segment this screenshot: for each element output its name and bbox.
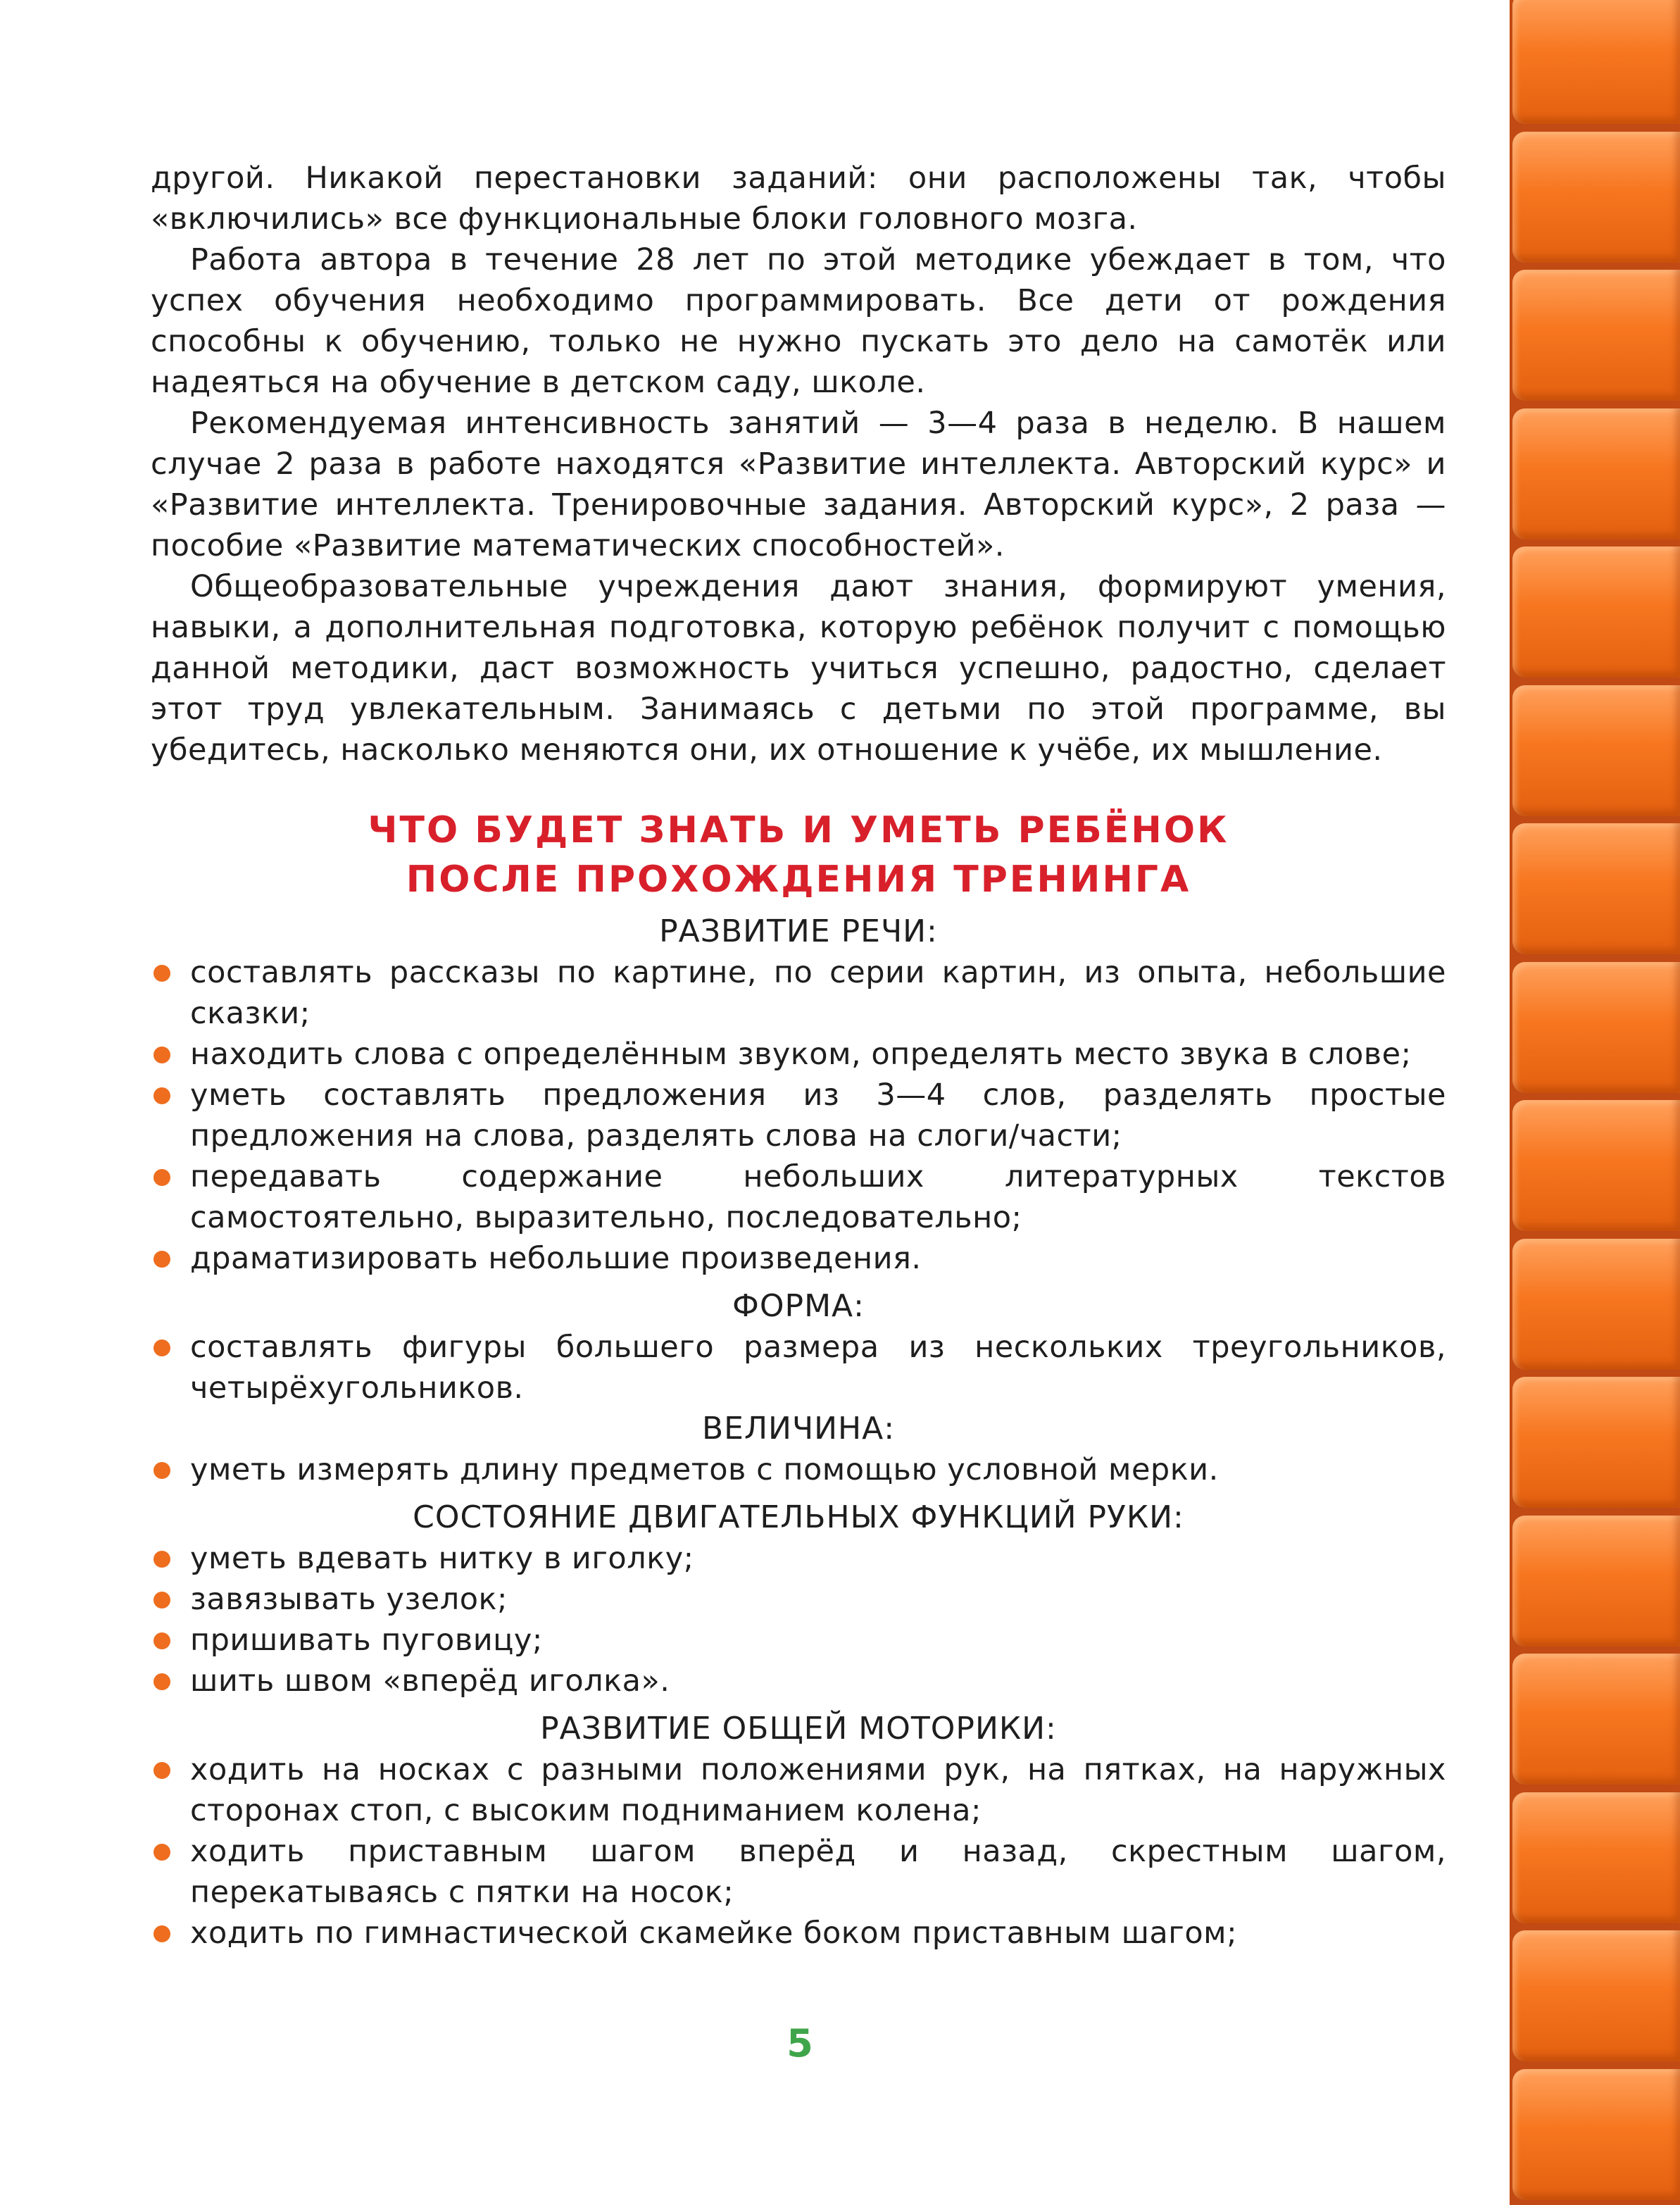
list-item [151,1238,1446,1279]
bullet-icon [153,1925,170,1942]
section-title-line: ПОСЛЕ ПРОХОЖДЕНИЯ ТРЕНИНГА [406,858,1191,901]
bullet-icon [153,1169,170,1186]
list-item [151,952,1446,1034]
paragraph: Рекомендуемая интенсивность занятий — 3—4 раза в неделю. В нашем случае 2 раза в работе находятся «Развитие интеллекта. Авторский курс» и «Развитие интеллекта. Тренировочные задания. Авторский курс», 2 раза — пособие «Развитие математических способностей». [151,406,1446,563]
bullet-icon [153,1632,170,1649]
side-strip-tile [1512,0,1680,124]
hand-list [151,1538,1446,1701]
bullet-icon [153,1762,170,1779]
list-item-text: ходить на носках с разными положениями рук, на пятках, на наружных сторонах стоп, с высоким подниманием колена; [190,1752,1446,1828]
bullet-icon [153,1844,170,1861]
side-strip-tile [1512,1377,1680,1508]
list-item-text: составлять рассказы по картине, по серии картин, из опыта, небольшие сказки; [190,955,1446,1031]
list-item-text: пришивать пуговицу; [190,1623,543,1658]
bullet-icon [153,1047,170,1063]
paragraph: Работа автора в течение 28 лет по этой методике убеждает в том, что успех обучения необходимо программировать. Все дети от рождения способны к обучению, только не нужно пускать это дело на самотёк или надеяться на обучение в детском саду, школе. [151,242,1446,400]
side-strip-tile [1512,962,1680,1093]
list-item [151,1661,1446,1701]
list-item [151,1156,1446,1238]
decorative-side-strip [1510,0,1680,2205]
bullet-icon [153,1087,170,1104]
bullet-icon [153,1339,170,1356]
shape-heading: ФОРМА: [732,1288,865,1324]
side-strip-tile [1512,2069,1680,2200]
motor-heading: РАЗВИТИЕ ОБЩЕЙ МОТОРИКИ: [540,1711,1057,1747]
section-title [151,806,1446,904]
side-strip-tile [1512,1930,1680,2061]
list-item-text: составлять фигуры большего размера из нескольких треугольников, четырёхугольников. [190,1330,1446,1406]
size-heading: ВЕЛИЧИНА: [701,1411,896,1447]
list-item-text: драматизировать небольшие произведения. [190,1241,922,1276]
list-item [151,1620,1446,1661]
size-list [151,1449,1446,1490]
list-item-text: уметь вдевать нитку в иголку; [190,1541,694,1576]
page-content [151,158,1446,1954]
list-item-text: ходить по гимнастической скамейке боком приставным шагом; [190,1916,1238,1951]
list-item [151,1034,1446,1075]
side-strip-tile [1512,1516,1680,1647]
bullet-icon [153,1673,170,1690]
page-number: 5 [786,2021,813,2066]
side-strip-tile [1512,1792,1680,1923]
paragraph: другой. Никакой перестановки заданий: они расположены так, чтобы «включились» все функциональные блоки головного мозга. [151,161,1446,237]
list-item [151,1831,1446,1913]
side-strip-tile [1512,1239,1680,1370]
shape-list [151,1327,1446,1408]
side-strip-tile [1512,823,1680,954]
list-item-text: передавать содержание небольших литературных текстов самостоятельно, выразительно, последовательно; [190,1159,1446,1235]
list-item-text: шить швом «вперёд иголка». [190,1663,670,1699]
speech-list [151,952,1446,1279]
side-strip-tile [1512,132,1680,263]
list-item [151,1579,1446,1620]
side-strip-tile [1512,270,1680,401]
list-item [151,1075,1446,1156]
bullet-icon [153,965,170,982]
list-item [151,1913,1446,1954]
side-strip-tile [1512,685,1680,816]
bullet-icon [153,1551,170,1568]
side-strip-tile [1512,1100,1680,1231]
paragraph: Общеобразовательные учреждения дают знания, формируют умения, навыки, а дополнительная подготовка, которую ребёнок получит с помощью данной методики, даст возможность учиться успешно, радостно, сделает этот труд увлекательным. Занимаясь с детьми по этой программе, вы убедитесь, насколько меняются они, их отношение к учёбе, их мышление. [151,569,1446,768]
section-title-line: ЧТО БУДЕТ ЗНАТЬ И УМЕТЬ РЕБЁНОК [368,809,1229,851]
list-item-text: ходить приставным шагом вперёд и назад, скрестным шагом, перекатываясь с пятки на носок; [190,1834,1446,1910]
speech-heading: РАЗВИТИЕ РЕЧИ: [659,913,938,949]
list-item-text: уметь составлять предложения из 3—4 слов, разделять простые предложения на слова, разделять слова на слоги/части; [190,1077,1446,1154]
bullet-icon [153,1462,170,1479]
motor-list [151,1749,1446,1954]
side-strip-tile [1512,546,1680,677]
side-strip-tile [1512,408,1680,539]
list-item [151,1538,1446,1579]
bullet-icon [153,1251,170,1268]
list-item [151,1449,1446,1490]
list-item-text: завязывать узелок; [190,1582,508,1617]
list-item-text: уметь измерять длину предметов с помощью условной мерки. [190,1452,1219,1487]
list-item [151,1749,1446,1831]
list-item [151,1327,1446,1408]
hand-heading: СОСТОЯНИЕ ДВИГАТЕЛЬНЫХ ФУНКЦИЙ РУКИ: [413,1499,1184,1535]
side-strip-tile [1512,1654,1680,1785]
list-item-text: находить слова с определённым звуком, определять место звука в слове; [190,1037,1412,1072]
bullet-icon [153,1592,170,1609]
